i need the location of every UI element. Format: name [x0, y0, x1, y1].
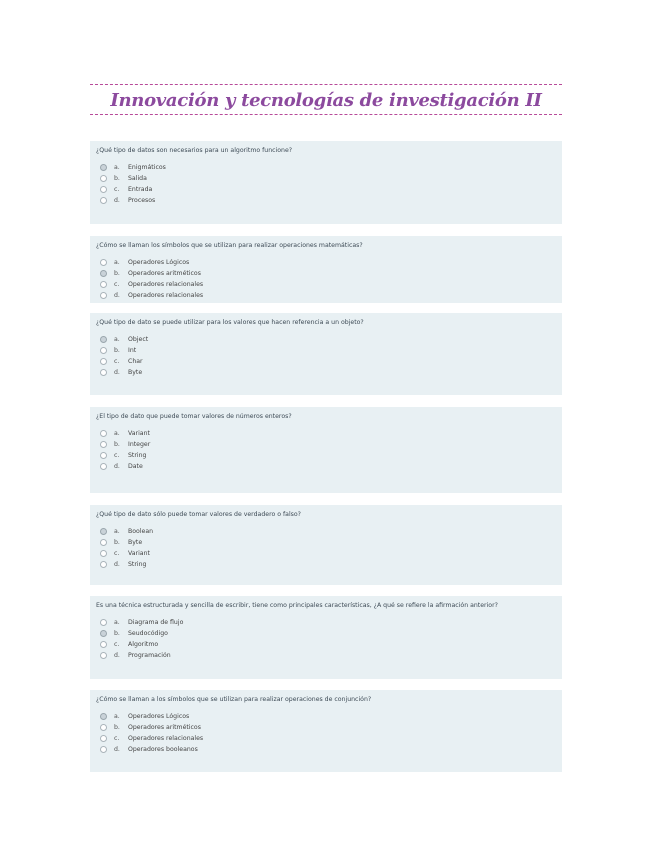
option-label: Enigmáticos	[128, 164, 166, 171]
option-label: Operadores Lógicos	[128, 259, 190, 266]
option-label: String	[128, 561, 147, 568]
option-letter: b.	[114, 175, 120, 182]
option-letter: d.	[114, 463, 120, 470]
radio-selected-icon[interactable]	[100, 713, 107, 720]
bottom-dashed-rule	[90, 114, 562, 115]
question-text: ¿Qué tipo de datos son necesarios para un algoritmo funcione?	[96, 147, 293, 154]
option-letter: d.	[114, 197, 120, 204]
top-dashed-rule	[90, 84, 562, 85]
answer-option[interactable]	[100, 185, 152, 194]
radio-icon[interactable]	[100, 347, 107, 354]
option-letter: c.	[114, 550, 120, 557]
option-letter: d.	[114, 292, 120, 299]
radio-icon[interactable]	[100, 539, 107, 546]
option-letter: a.	[114, 713, 120, 720]
answer-option[interactable]	[100, 462, 143, 471]
option-label: Operadores relacionales	[128, 735, 204, 742]
question-text: ¿Qué tipo de dato se puede utilizar para los valores que hacen referencia a un objeto?	[96, 319, 364, 326]
option-letter: c.	[114, 186, 120, 193]
radio-icon[interactable]	[100, 430, 107, 437]
radio-icon[interactable]	[100, 186, 107, 193]
question-card	[90, 236, 562, 303]
answer-option[interactable]	[100, 357, 143, 366]
answer-option[interactable]	[100, 196, 155, 205]
answer-option[interactable]	[100, 451, 146, 460]
option-letter: b.	[114, 724, 120, 731]
radio-icon[interactable]	[100, 259, 107, 266]
option-letter: a.	[114, 259, 120, 266]
answer-option[interactable]	[100, 258, 189, 267]
answer-option[interactable]	[100, 346, 136, 355]
radio-icon[interactable]	[100, 561, 107, 568]
option-letter: a.	[114, 430, 120, 437]
radio-selected-icon[interactable]	[100, 528, 107, 535]
answer-option[interactable]	[100, 549, 150, 558]
radio-icon[interactable]	[100, 619, 107, 626]
option-letter: b.	[114, 347, 120, 354]
radio-icon[interactable]	[100, 746, 107, 753]
option-label: Operadores relacionales	[128, 292, 204, 299]
radio-selected-icon[interactable]	[100, 270, 107, 277]
option-label: Byte	[128, 539, 143, 546]
question-text: ¿Qué tipo de dato sólo puede tomar valores de verdadero o falso?	[96, 511, 301, 518]
radio-icon[interactable]	[100, 441, 107, 448]
question-card	[90, 690, 562, 772]
answer-option[interactable]	[100, 538, 142, 547]
radio-icon[interactable]	[100, 652, 107, 659]
option-label: Int	[128, 347, 137, 354]
option-label: Programación	[128, 652, 171, 659]
option-label: Salida	[128, 175, 147, 182]
answer-option[interactable]	[100, 723, 201, 732]
radio-icon[interactable]	[100, 724, 107, 731]
radio-icon[interactable]	[100, 292, 107, 299]
answer-option[interactable]	[100, 640, 158, 649]
question-text: ¿El tipo de dato que puede tomar valores de números enteros?	[96, 413, 292, 420]
option-letter: c.	[114, 735, 120, 742]
option-label: Operadores relacionales	[128, 281, 204, 288]
option-letter: a.	[114, 619, 120, 626]
option-letter: b.	[114, 630, 120, 637]
option-letter: a.	[114, 528, 120, 535]
page-title: Innovación y tecnologías de investigación II	[110, 90, 542, 111]
answer-option[interactable]	[100, 163, 166, 172]
answer-option[interactable]	[100, 712, 189, 721]
answer-option[interactable]	[100, 651, 171, 660]
radio-icon[interactable]	[100, 463, 107, 470]
answer-option[interactable]	[100, 335, 148, 344]
option-label: Procesos	[128, 197, 156, 204]
answer-option[interactable]	[100, 734, 203, 743]
radio-icon[interactable]	[100, 369, 107, 376]
radio-icon[interactable]	[100, 641, 107, 648]
answer-option[interactable]	[100, 429, 150, 438]
radio-icon[interactable]	[100, 197, 107, 204]
option-label: Boolean	[128, 528, 154, 535]
option-label: Diagrama de flujo	[128, 619, 184, 626]
option-label: Date	[128, 463, 143, 470]
answer-option[interactable]	[100, 527, 153, 536]
option-label: Operadores aritméticos	[128, 270, 201, 277]
question-card	[90, 505, 562, 585]
answer-option[interactable]	[100, 560, 146, 569]
question-card	[90, 407, 562, 493]
option-label: Operadores Lógicos	[128, 713, 190, 720]
radio-selected-icon[interactable]	[100, 164, 107, 171]
question-card	[90, 313, 562, 395]
radio-icon[interactable]	[100, 452, 107, 459]
option-label: Entrada	[128, 186, 153, 193]
option-letter: d.	[114, 561, 120, 568]
option-letter: c.	[114, 281, 120, 288]
radio-icon[interactable]	[100, 735, 107, 742]
option-label: Algoritmo	[128, 641, 159, 648]
question-text: ¿Cómo se llaman los símbolos que se utilizan para realizar operaciones matemáticas?	[96, 242, 363, 249]
radio-selected-icon[interactable]	[100, 630, 107, 637]
question-text: Es una técnica estructurada y sencilla de escribir, tiene como principales características, ¿A qué se refiere la afirmación anterior?	[96, 602, 498, 609]
answer-option[interactable]	[100, 174, 147, 183]
option-label: Variant	[128, 430, 150, 437]
option-label: Integer	[128, 441, 151, 448]
option-label: String	[128, 452, 147, 459]
option-label: Byte	[128, 369, 143, 376]
answer-option[interactable]	[100, 629, 168, 638]
option-label: Seudocódigo	[128, 630, 168, 637]
option-letter: c.	[114, 358, 120, 365]
answer-option[interactable]	[100, 618, 183, 627]
option-label: Char	[128, 358, 143, 365]
answer-option[interactable]	[100, 440, 150, 449]
question-text: ¿Cómo se llaman a los símbolos que se utilizan para realizar operaciones de conjunción?	[96, 696, 372, 703]
question-card	[90, 596, 562, 679]
option-letter: c.	[114, 452, 120, 459]
option-label: Variant	[128, 550, 150, 557]
option-letter: b.	[114, 539, 120, 546]
option-label: Operadores aritméticos	[128, 724, 201, 731]
option-letter: b.	[114, 441, 120, 448]
option-letter: d.	[114, 746, 120, 753]
radio-icon[interactable]	[100, 175, 107, 182]
radio-icon[interactable]	[100, 281, 107, 288]
option-letter: c.	[114, 641, 120, 648]
option-label: Operadores booleanos	[128, 746, 198, 753]
radio-selected-icon[interactable]	[100, 336, 107, 343]
option-letter: b.	[114, 270, 120, 277]
option-letter: d.	[114, 369, 120, 376]
option-letter: d.	[114, 652, 120, 659]
answer-option[interactable]	[100, 368, 142, 377]
option-label: Object	[128, 336, 149, 343]
answer-option[interactable]	[100, 291, 203, 300]
option-letter: a.	[114, 336, 120, 343]
question-card	[90, 141, 562, 224]
radio-icon[interactable]	[100, 358, 107, 365]
option-letter: a.	[114, 164, 120, 171]
radio-icon[interactable]	[100, 550, 107, 557]
answer-option[interactable]	[100, 745, 198, 754]
answer-option[interactable]	[100, 280, 203, 289]
answer-option[interactable]	[100, 269, 201, 278]
